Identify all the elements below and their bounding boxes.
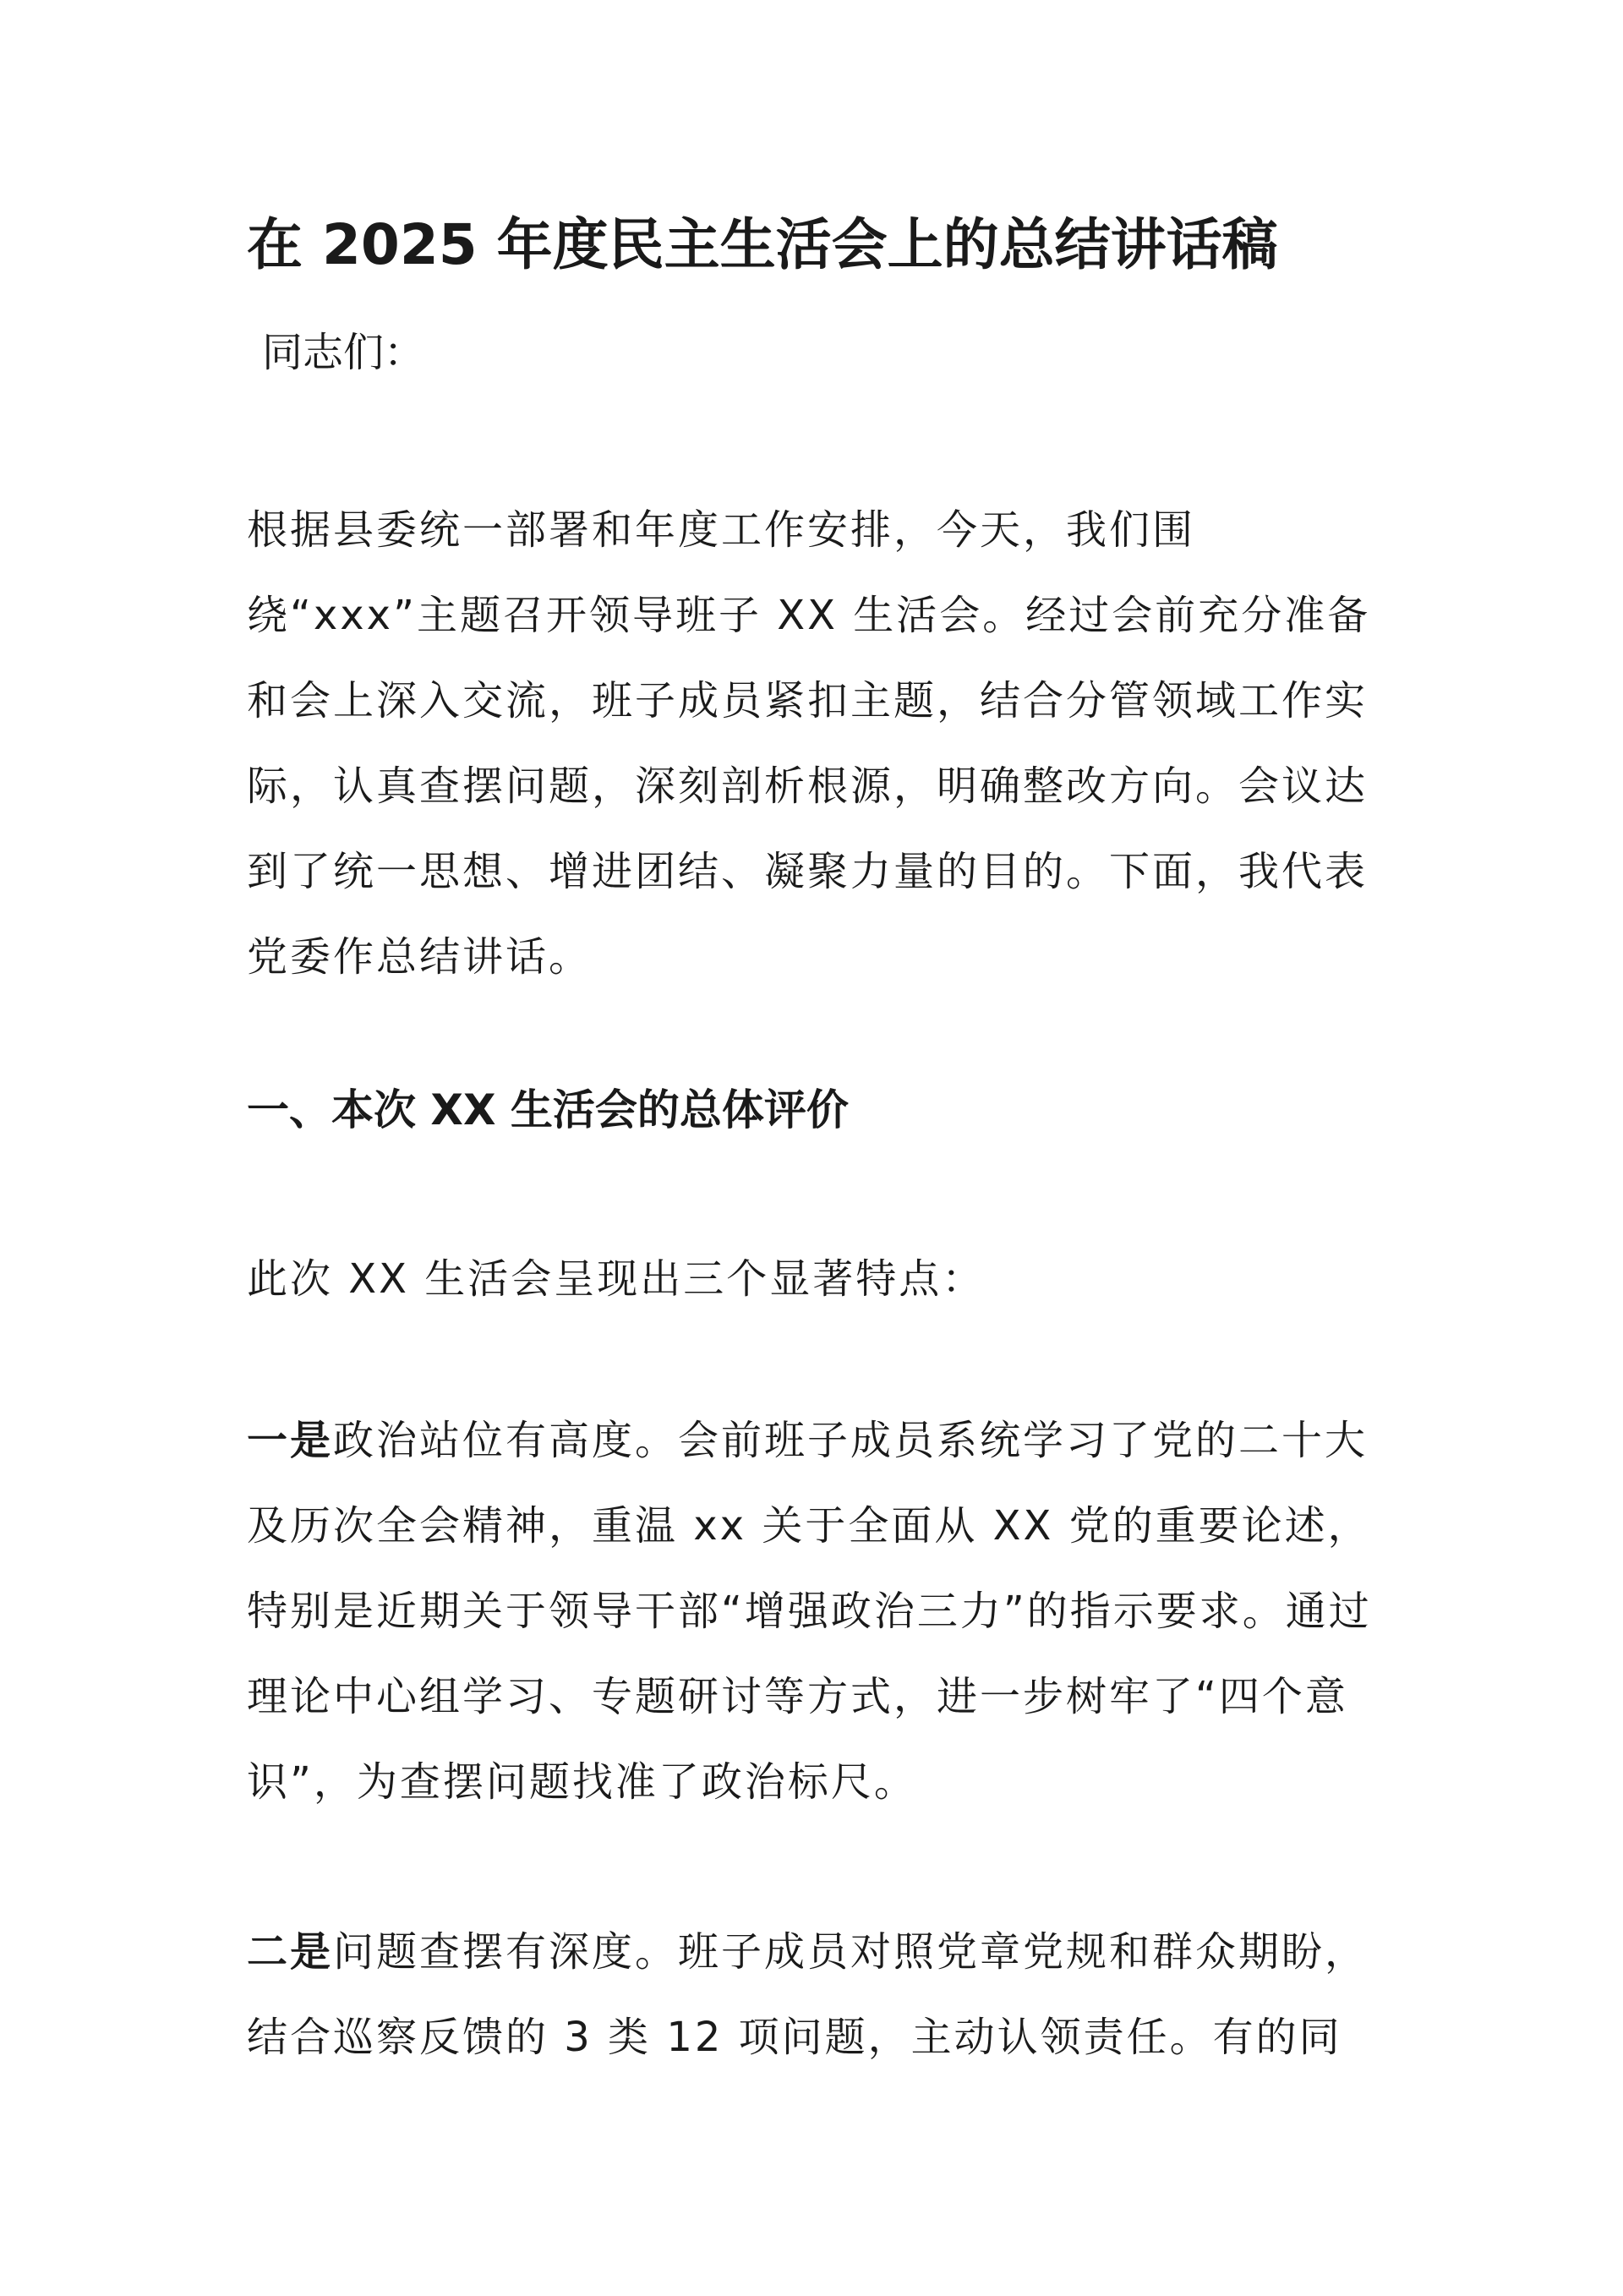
section-lead: 此次 XX 生活会呈现出三个显著特点：: [247, 1255, 986, 1303]
document-body: [247, 211, 1388, 2165]
page-title: 在 2025 年度民主生活会上的总结讲话稿: [247, 212, 1278, 277]
salutation: 同志们：: [262, 329, 425, 377]
point-paragraph-1: [247, 1398, 1388, 1825]
point-text: 问题查摆有深度。班子成员对照党章党规和群众期盼，结合巡察反馈的 3 类 12 项问题，主动认领责任。有的同: [247, 1927, 1369, 2061]
point-label: 一是: [247, 1416, 334, 1464]
intro-paragraph: 根据县委统一部署和年度工作安排，今天，我们围绕“xxx”主题召开领导班子 XX 生活会。经过会前充分准备和会上深入交流，班子成员紧扣主题，结合分管领域工作实际，认真查摆问题，深刻剖析根源，明确整改方向。会议达到了统一思想、增进团结、凝聚力量的目的。下面，我代表党委作总结讲话。: [247, 506, 1371, 981]
point-text: 政治站位有高度。会前班子成员系统学习了党的二十大及历次全会精神，重温 xx 关于全面从 XX 党的重要论述，特别是近期关于领导干部“增强政治三力”的指示要求。通过理论中心组学习、专题研讨等方式，进一步树牢了“四个意识”，为查摆问题找准了政治标尺。: [247, 1416, 1372, 1806]
section-heading: 一、本次 XX 生活会的总体评价: [247, 1085, 849, 1134]
point-paragraph-2: [247, 1910, 1388, 2080]
point-label: 二是: [247, 1927, 334, 1976]
